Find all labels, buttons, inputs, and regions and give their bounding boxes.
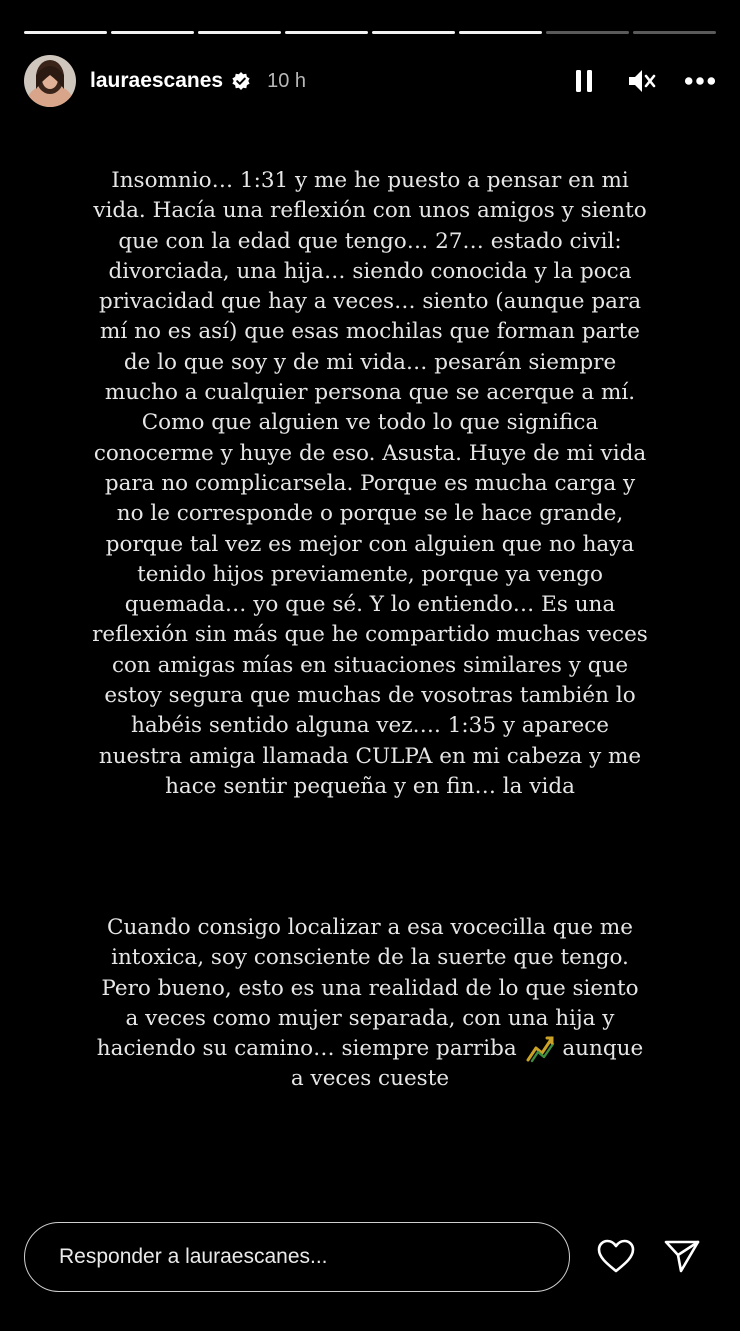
heart-icon: [596, 1238, 636, 1274]
progress-segment: [459, 31, 542, 34]
progress-segment: [372, 31, 455, 34]
speaker-muted-icon: [627, 68, 657, 94]
progress-segment: [111, 31, 194, 34]
more-icon: [684, 76, 716, 86]
story-text-paragraph-2-end: aunque a veces cueste: [290, 1036, 644, 1092]
story-text-paragraph-1: Insomnio… 1:31 y me he puesto a pensar en mi vida. Hacía una reflexión con unos amigos y siento que con la edad que tengo… 27… estado civil: divorciada, una hija… siendo conocida y la poca privacidad que hay a veces… siento (aunque para mí no es así) que esas mochilas que forman parte de lo que soy y de mi vida… pesarán siempre mucho a cualquier persona que se acerque a mí. Como que alguien ve todo lo que significa conocerme y huye de eso. Asusta. Huye de mi vida para no complicarsela. Porque es mucha carga y no le corresponde o porque se le hace grande, porque tal vez es mejor con alguien que no haya tenido hijos previamente, porque ya vengo quemada… yo que sé. Y lo entiendo… Es una reflexión sin más que he compartido muchas veces con amigas mías en situaciones similares y que estoy segura que muchas de vosotras también lo habéis sentido alguna vez…. 1:35 y aparece nuestra amiga llamada CULPA en mi cabeza y me hace sentir pequeña y en fin… la vida: [92, 168, 648, 799]
story-text-paragraph-2-start: Cuando consigo localizar a esa vocecilla que me intoxica, soy consciente de la suerte que tengo. Pero bueno, esto es una realidad de lo que siento a veces como mujer separada, con una hija y haciendo su camino… siempre parriba: [96, 915, 639, 1062]
more-options-button[interactable]: [684, 65, 716, 97]
post-time: 10 h: [267, 69, 307, 92]
username[interactable]: lauraescanes: [90, 69, 224, 92]
story-progress-bar: [24, 31, 716, 35]
share-button[interactable]: [662, 1236, 702, 1276]
progress-segment: [285, 31, 368, 34]
progress-segment: [198, 31, 281, 34]
chart-increasing-emoji-icon: [524, 1034, 556, 1064]
reply-input[interactable]: [24, 1222, 570, 1292]
progress-segment: [24, 31, 107, 34]
reply-placeholder: Responder a lauraescanes...: [59, 1245, 328, 1268]
progress-segment: [633, 31, 716, 34]
pause-button[interactable]: [568, 65, 600, 97]
mute-button[interactable]: [626, 65, 658, 97]
progress-segment: [546, 31, 629, 34]
like-button[interactable]: [596, 1236, 636, 1276]
send-icon: [663, 1238, 701, 1274]
avatar[interactable]: [24, 55, 76, 107]
story-header: [24, 53, 716, 109]
story-text-paragraph-2: [92, 913, 648, 1095]
verified-badge-icon: [231, 71, 251, 91]
story-controls: [568, 65, 716, 97]
pause-icon: [573, 68, 595, 94]
